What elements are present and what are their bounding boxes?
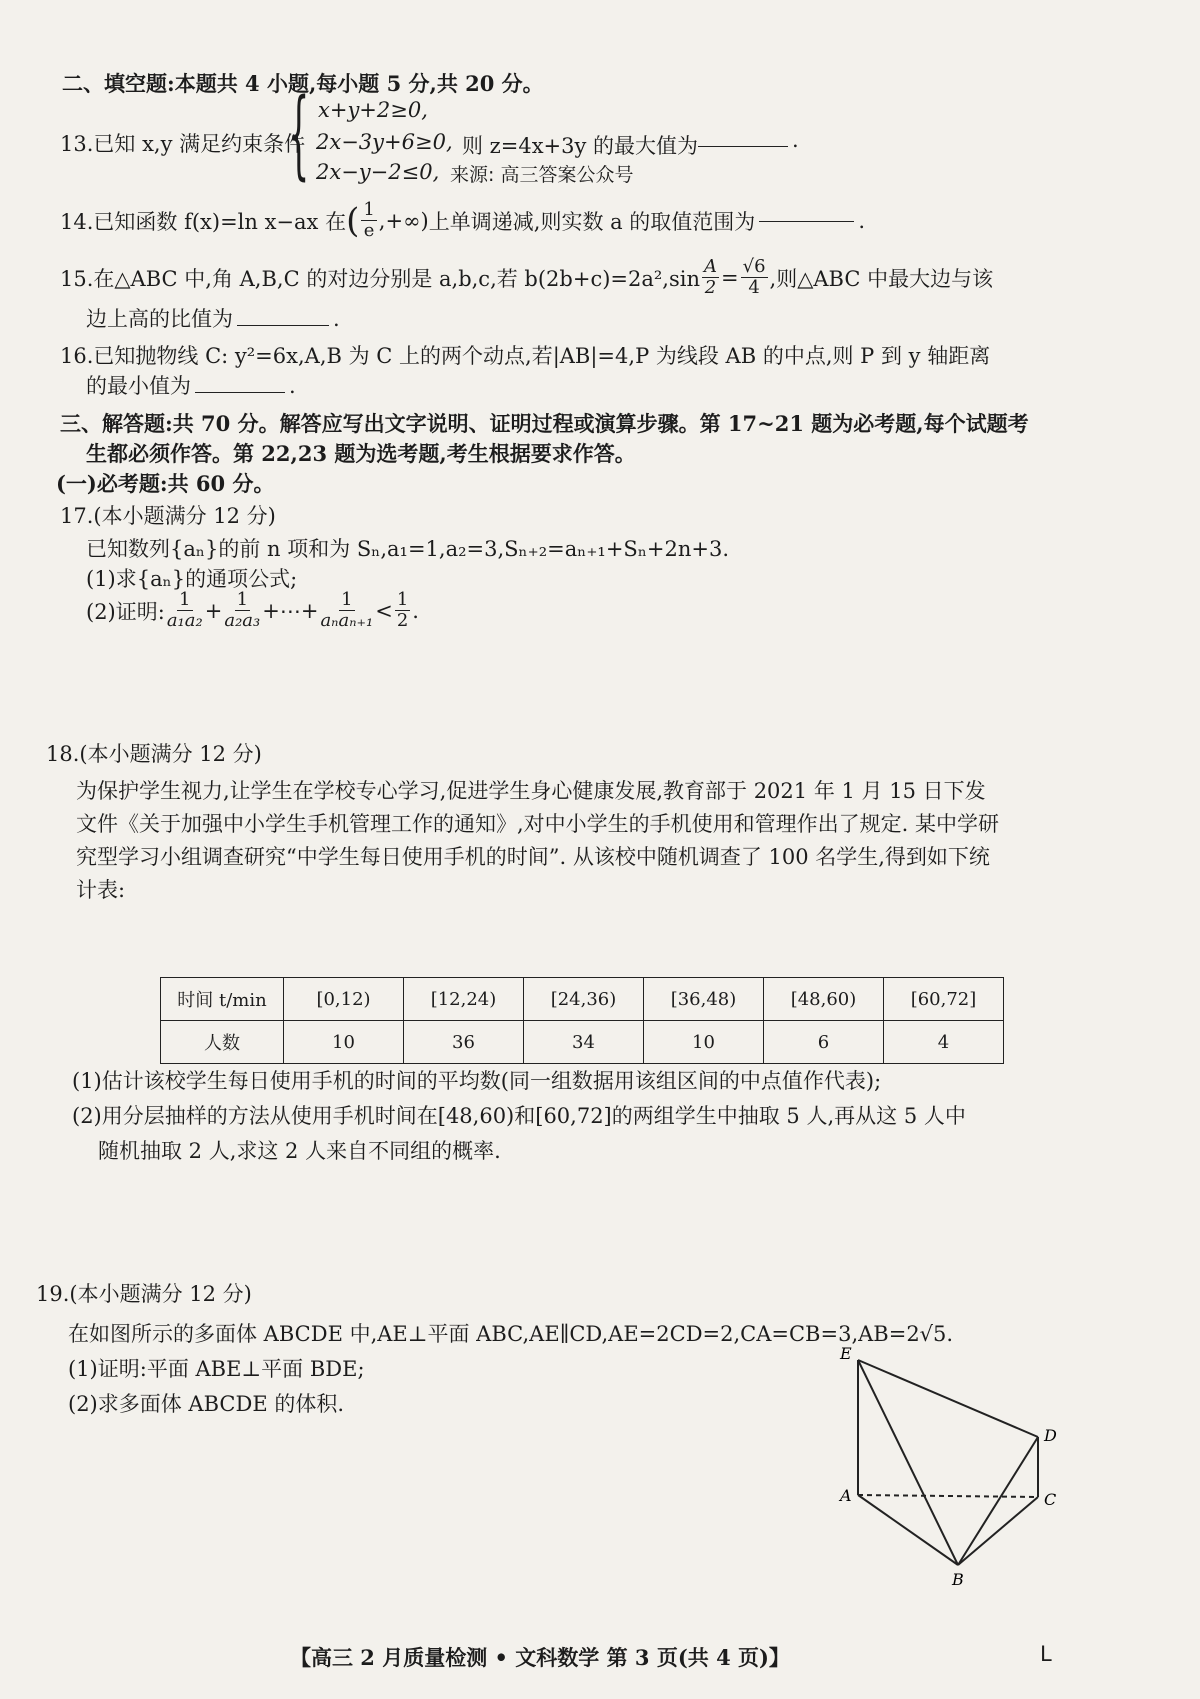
q13-answer-blank: . [694, 128, 799, 152]
q14-interval-right: ,+∞) [378, 208, 429, 233]
section3-title-line2: 生都必须作答。第 22,23 题为选考题,考生根据要求作答。 [86, 441, 636, 466]
vertex-label-B: B [952, 1570, 964, 1585]
q15-suffix: ,则△ABC 中最大边与该 [769, 266, 994, 291]
q18-paragraph-line2: 文件《关于加强中小学生手机管理工作的通知》,对中小学生的手机使用和管理作出了规定. 某中学研 [76, 812, 1000, 836]
vertex-label-E: E [840, 1345, 852, 1363]
q16-line2: 的最小值为 . [86, 374, 296, 398]
table-cell-count: 10 [284, 1021, 404, 1064]
page-mark: L [1040, 1642, 1052, 1666]
table-cell-count: 10 [644, 1021, 764, 1064]
q15-sine-value: $\frac{√6}{4}$ [742, 256, 766, 298]
page-footer: 【高三 2 月质量检测 • 文科数学 第 3 页(共 4 页)】 [290, 1645, 790, 1670]
q18-header: 18.(本小题满分 12 分) [46, 742, 262, 766]
q18-paragraph-line4: 计表: [76, 878, 126, 902]
section2-title: 二、填空题:本题共 4 小题,每小题 5 分,共 20 分。 [62, 71, 544, 96]
q13-prefix: 13.已知 x,y 满足约束条件 [60, 132, 306, 156]
vertex-label-D: D [1044, 1426, 1057, 1445]
table-row [161, 1021, 1004, 1064]
vertex-label-A: A [840, 1486, 852, 1505]
edge-ED [858, 1360, 1038, 1437]
q18-part2-line2: 随机抽取 2 人,求这 2 人来自不同组的概率. [98, 1139, 501, 1163]
q18-paragraph-line1: 为保护学生视力,让学生在学校专心学习,促进学生身心健康发展,教育部于 2021 年 1 月 15 日下发 [76, 779, 986, 803]
edge-DB [958, 1437, 1038, 1565]
q18-part1: (1)估计该校学生每日使用手机的时间的平均数(同一组数据用该组区间的中点值作代表); [72, 1069, 882, 1093]
section3-subtitle: (一)必考题:共 60 分。 [56, 471, 275, 496]
q16-answer-blank [195, 391, 285, 393]
edge-CB [958, 1497, 1038, 1565]
q13-brace: { [288, 78, 310, 190]
q19-header: 19.(本小题满分 12 分) [36, 1282, 252, 1306]
q14-suffix: 上单调递减,则实数 a 的取值范围为 [428, 209, 756, 234]
question-15: 15.在△ABC 中,角 A,B,C 的对边分别是 a,b,c,若 b(2b+c)=2a²,sin $\frac{A}{2}$ = $\frac{√6}{4}$ ,则△ABC 中最大边与该 [60, 256, 994, 298]
table-cell-count: 36 [404, 1021, 524, 1064]
q18-paragraph-line3: 究型学习小组调查研究“中学生每日使用手机的时间”. 从该校中随机调查了 100 名学生,得到如下统 [76, 845, 990, 869]
table-header-time: 时间 t/min [161, 978, 284, 1021]
q18-part2-line1: (2)用分层抽样的方法从使用手机时间在[48,60)和[60,72]的两组学生中抽取 5 人,再从这 5 人中 [72, 1104, 966, 1128]
q18-frequency-table [160, 977, 1004, 1064]
q19-part1: (1)证明:平面 ABE⊥平面 BDE; [68, 1357, 365, 1381]
table-cell-count: 34 [524, 1021, 644, 1064]
q17-part2: (2)证明: $\frac{1}{\text{a₁a₂}}$ + $\frac{1}{\text{a₂a₃}}$ +⋯+ $\frac{1}{\text{aₙaₙ₊₁}}$ < $\frac{1}{2}$ . [86, 589, 419, 631]
edge-AB [858, 1495, 958, 1565]
q15-answer-blank [237, 324, 329, 326]
vertex-label-C: C [1044, 1490, 1057, 1509]
table-cell-interval: [12,24) [404, 978, 524, 1021]
q17-term3: $\frac{1}{\text{aₙaₙ₊₁}}$ [320, 589, 374, 631]
q13-constraint-1: x+y+2≥0, [318, 98, 428, 122]
edge-AC-hidden [858, 1495, 1038, 1497]
table-cell-interval: [60,72] [884, 978, 1004, 1021]
section3-title-line1: 三、解答题:共 70 分。解答应写出文字说明、证明过程或演算步骤。第 17~21 题为必考题,每个试题考 [60, 411, 1029, 436]
edge-EB [858, 1360, 958, 1565]
q17-term2: $\frac{1}{\text{a₂a₃}}$ [224, 589, 261, 631]
table-cell-interval: [36,48) [644, 978, 764, 1021]
q15-line2: 边上高的比值为 . [86, 307, 340, 331]
q16-line1: 16.已知抛物线 C: y²=6x,A,B 为 C 上的两个动点,若|AB|=4,P 为线段 AB 的中点,则 P 到 y 轴距离 [60, 344, 991, 368]
q19-stem: 在如图所示的多面体 ABCDE 中,AE⊥平面 ABC,AE∥CD,AE=2CD=2,CA=CB=3,AB=2√5. [68, 1322, 954, 1346]
q17-bound: $\frac{1}{2}$ [396, 589, 409, 631]
q14-answer-blank [759, 220, 854, 222]
table-cell-count: 4 [884, 1021, 1004, 1064]
q13-source-note: 来源: 高三答案公众号 [450, 164, 634, 186]
q19-polyhedron-figure [830, 1345, 1070, 1585]
table-header-count: 人数 [161, 1021, 284, 1064]
table-cell-interval: [24,36) [524, 978, 644, 1021]
table-cell-count: 6 [764, 1021, 884, 1064]
q14-prefix: 14.已知函数 f(x)=ln x−ax 在 [60, 209, 347, 234]
q14-fraction: $\frac{1}{e}$ [363, 199, 375, 241]
q13-constraint-2: 2x−3y+6≥0, [316, 130, 453, 154]
q17-header: 17.(本小题满分 12 分) [60, 504, 276, 528]
question-14: 14.已知函数 f(x)=ln x−ax 在 ( $\frac{1}{e}$ ,+∞) 上单调递减,则实数 a 的取值范围为 . [60, 199, 865, 241]
table-row [161, 978, 1004, 1021]
q15-prefix: 15.在△ABC 中,角 A,B,C 的对边分别是 a,b,c,若 b(2b+c)=2a²,sin [60, 266, 700, 291]
table-cell-interval: [0,12) [284, 978, 404, 1021]
q13-constraint-3: 2x−y−2≤0, [316, 160, 440, 184]
q17-stem: 已知数列{aₙ}的前 n 项和为 Sₙ,a₁=1,a₂=3,Sₙ₊₂=aₙ₊₁+Sₙ+2n+3. [86, 537, 730, 561]
q15-half-angle: $\frac{A}{2}$ [704, 256, 717, 298]
q13-objective: 则 z=4x+3y 的最大值为 [462, 134, 699, 158]
q19-part2: (2)求多面体 ABCDE 的体积. [68, 1392, 344, 1416]
q14-interval-left: ( [346, 200, 360, 241]
q17-part1: (1)求{aₙ}的通项公式; [86, 567, 298, 591]
q17-term1: $\frac{1}{\text{a₁a₂}}$ [166, 589, 203, 631]
table-cell-interval: [48,60) [764, 978, 884, 1021]
